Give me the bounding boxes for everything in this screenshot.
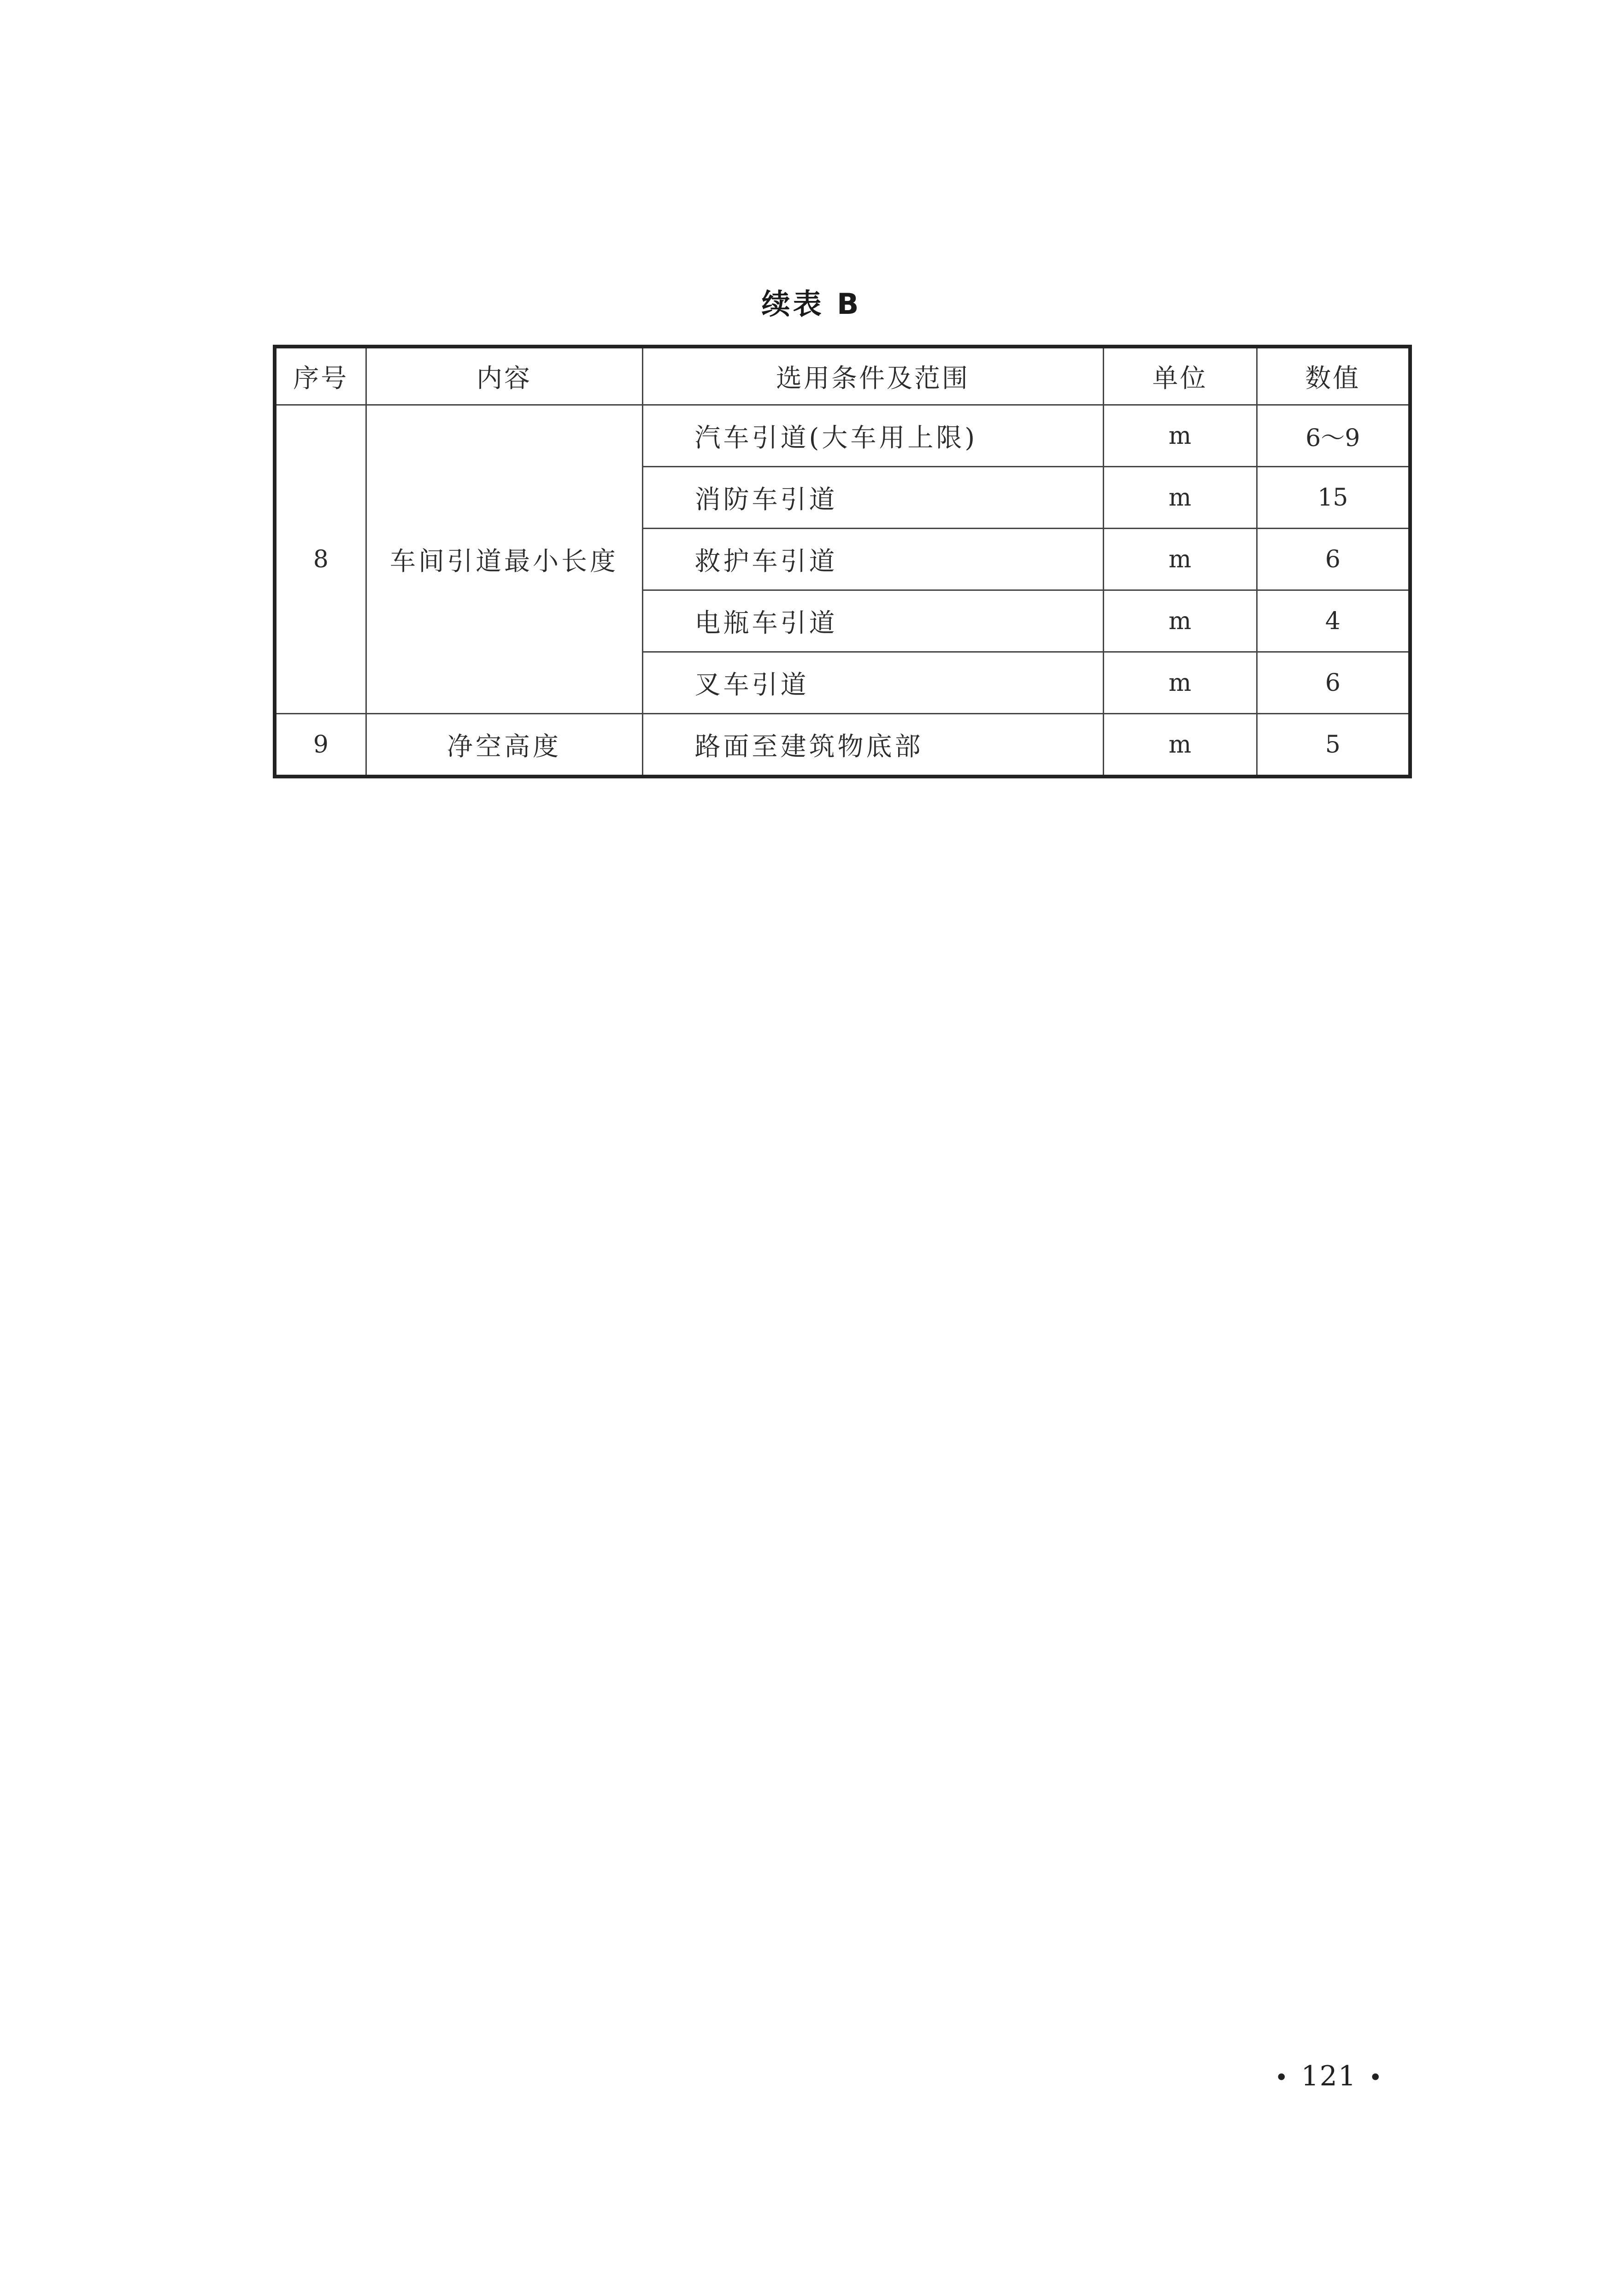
header-unit: 单位 (1103, 347, 1257, 405)
table-header-row (275, 347, 1410, 405)
row-condition: 汽车引道(大车用上限) (642, 405, 1103, 467)
header-value: 数值 (1257, 347, 1410, 405)
spec-table (273, 345, 1412, 778)
row-condition: 电瓶车引道 (642, 590, 1103, 652)
page-number-value: 121 (1301, 2060, 1357, 2092)
row-no: 9 (275, 714, 366, 777)
page-number-right-dot: • (1369, 2064, 1383, 2091)
header-no: 序号 (275, 347, 366, 405)
row-condition: 救护车引道 (642, 529, 1103, 590)
table-row (275, 714, 1410, 777)
row-unit: m (1103, 652, 1257, 714)
row-unit: m (1103, 405, 1257, 467)
table-row (275, 405, 1410, 467)
row-unit: m (1103, 529, 1257, 590)
header-condition: 选用条件及范围 (642, 347, 1103, 405)
row-no: 8 (275, 405, 366, 714)
row-unit: m (1103, 590, 1257, 652)
row-content: 净空高度 (366, 714, 642, 777)
row-unit: m (1103, 714, 1257, 777)
page-number (1263, 2060, 1395, 2092)
row-value: 15 (1257, 467, 1410, 529)
row-condition: 消防车引道 (642, 467, 1103, 529)
row-value: 6～9 (1257, 405, 1410, 467)
row-condition: 叉车引道 (642, 652, 1103, 714)
row-value: 6 (1257, 529, 1410, 590)
row-value: 6 (1257, 652, 1410, 714)
row-condition: 路面至建筑物底部 (642, 714, 1103, 777)
row-value: 4 (1257, 590, 1410, 652)
table-caption: 续表 B (761, 287, 862, 321)
page-number-left-dot: • (1275, 2064, 1289, 2091)
header-content: 内容 (366, 347, 642, 405)
row-unit: m (1103, 467, 1257, 529)
row-content: 车间引道最小长度 (366, 405, 642, 714)
row-value: 5 (1257, 714, 1410, 777)
